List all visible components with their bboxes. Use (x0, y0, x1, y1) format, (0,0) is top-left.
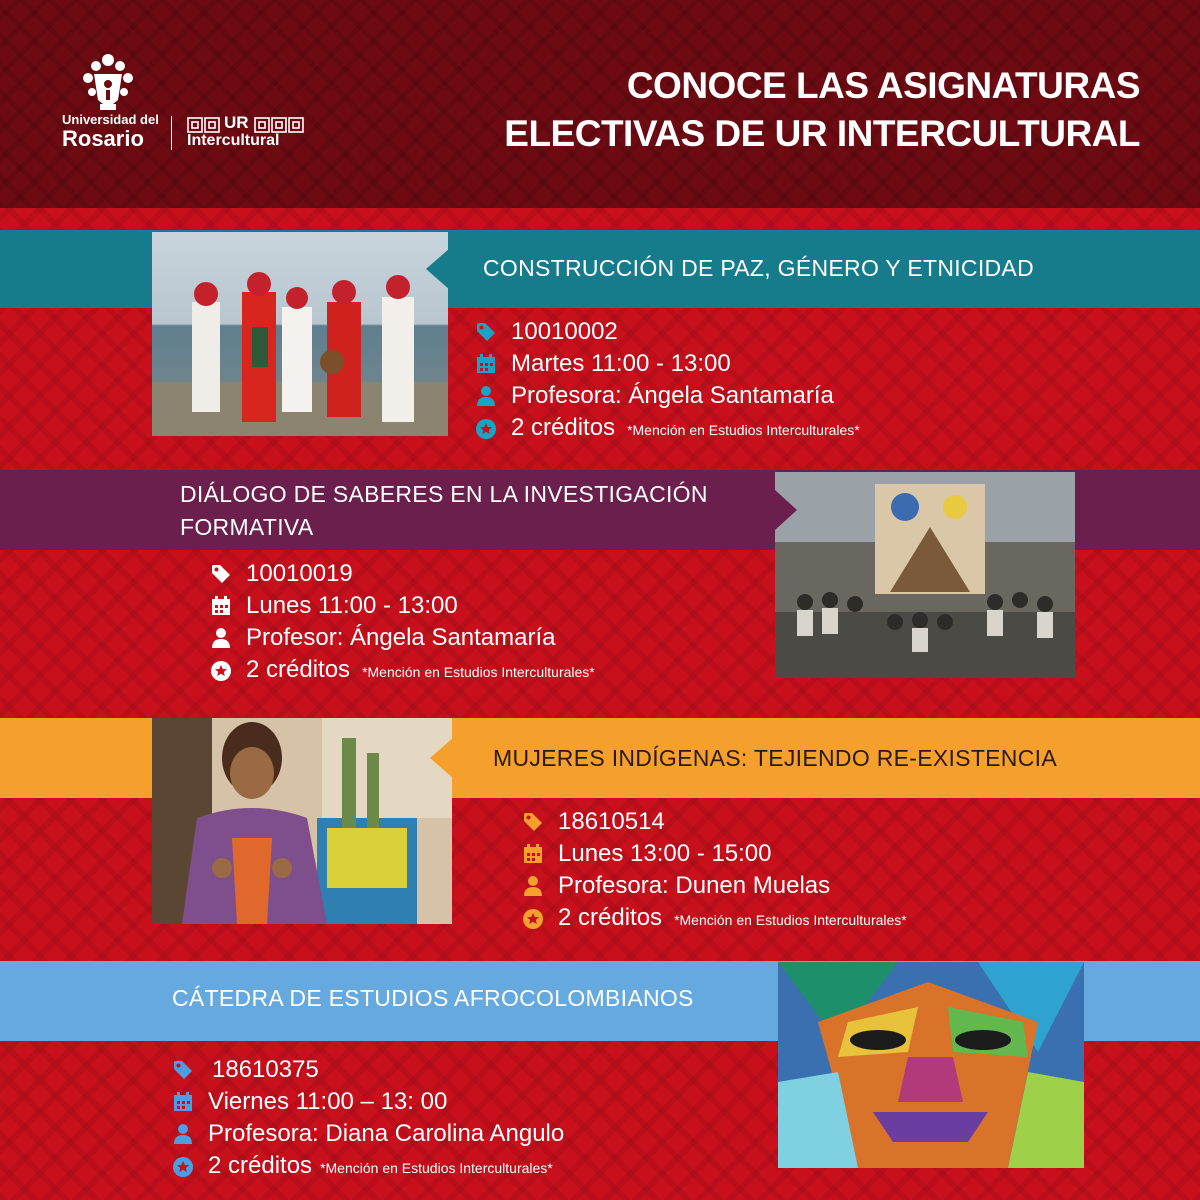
course-3-credits: 2 créditos (558, 904, 663, 931)
course-3-photo (152, 718, 452, 924)
course-4-photo (778, 962, 1084, 1168)
course-1-code-row (475, 316, 860, 348)
calendar-icon (522, 843, 544, 865)
course-3-professor: Profesora: Dunen Muelas (558, 872, 831, 899)
logo-divider (171, 116, 172, 150)
course-1-code: 10010002 (511, 318, 618, 345)
course-4-note: *Mención en Estudios Interculturales* (320, 1160, 553, 1176)
tag-icon (522, 811, 544, 833)
course-1-info (475, 316, 860, 444)
person-icon (475, 385, 497, 407)
course-1-title: CONSTRUCCIÓN DE PAZ, GÉNERO Y ETNICIDAD (483, 255, 1034, 281)
course-2-info (210, 558, 595, 686)
course-1-note: *Mención en Estudios Interculturales* (627, 422, 860, 438)
course-4-code: 18610375 (212, 1056, 319, 1083)
course-3-code-row (522, 806, 907, 838)
course-2-title-line1: DIÁLOGO DE SABERES EN LA INVESTIGACIÓN (180, 481, 708, 507)
course-4-code-row (172, 1054, 564, 1086)
course-2-schedule: Lunes 11:00 - 13:00 (246, 592, 458, 619)
course-3-info (522, 806, 907, 934)
course-4-info (172, 1054, 564, 1182)
course-1-photo (152, 232, 448, 436)
course-2-credits-row (210, 654, 595, 686)
star-icon (522, 907, 544, 929)
person-icon (522, 875, 544, 897)
tag-icon (475, 321, 497, 343)
course-3-schedule-row (522, 838, 907, 870)
program-name: Intercultural (187, 132, 280, 149)
course-3-band-arrow (430, 737, 454, 779)
course-3-photo-edge (452, 718, 456, 798)
course-2-band-arrow (775, 490, 797, 530)
course-3-professor-row (522, 870, 907, 902)
course-2-schedule-row (210, 590, 595, 622)
course-2-title (180, 478, 708, 544)
course-2-code-row (210, 558, 595, 590)
course-4-title: CÁTEDRA DE ESTUDIOS AFROCOLOMBIANOS (172, 985, 694, 1011)
course-4-professor: Profesora: Diana Carolina Angulo (208, 1120, 565, 1147)
course-2-title-line2: FORMATIVA (180, 514, 314, 540)
university-crest-icon (78, 50, 138, 112)
tag-icon (210, 563, 232, 585)
calendar-icon (475, 353, 497, 375)
course-1-credits-row (475, 412, 860, 444)
page-title (504, 62, 1140, 158)
university-name-line2: Rosario (62, 126, 144, 151)
calendar-icon (210, 595, 232, 617)
course-1-credits: 2 créditos (511, 414, 616, 441)
course-4-credits-row (172, 1150, 564, 1182)
course-1-photo-edge (448, 230, 454, 308)
page-title-line1: CONOCE LAS ASIGNATURAS (626, 65, 1140, 106)
person-icon (172, 1123, 194, 1145)
course-4-schedule: Viernes 11:00 – 13: 00 (208, 1088, 448, 1115)
course-2-professor-row (210, 622, 595, 654)
course-1-professor: Profesora: Ángela Santamaría (511, 382, 834, 409)
person-icon (210, 627, 232, 649)
course-1-schedule-row (475, 348, 860, 380)
course-4-schedule-row (172, 1086, 564, 1118)
course-1-professor-row (475, 380, 860, 412)
course-3-schedule: Lunes 13:00 - 15:00 (558, 840, 772, 867)
university-name-line1: Universidad del (62, 112, 159, 127)
page-title-line2: ELECTIVAS DE UR INTERCULTURAL (504, 113, 1140, 154)
course-2-code: 10010019 (246, 560, 353, 587)
star-icon (210, 659, 232, 681)
course-2-note: *Mención en Estudios Interculturales* (362, 664, 595, 680)
course-4-credits: 2 créditos (208, 1152, 313, 1179)
course-1-schedule: Martes 11:00 - 13:00 (511, 350, 731, 377)
course-2-professor: Profesor: Ángela Santamaría (246, 624, 556, 651)
course-3-code: 18610514 (558, 808, 665, 835)
program-short-name: UR (224, 113, 249, 132)
course-2-photo (775, 472, 1075, 678)
course-4-professor-row (172, 1118, 564, 1150)
course-3-credits-row (522, 902, 907, 934)
course-3-note: *Mención en Estudios Interculturales* (674, 912, 907, 928)
course-2-credits: 2 créditos (246, 656, 351, 683)
course-3-title: MUJERES INDÍGENAS: TEJIENDO RE-EXISTENCIA (493, 745, 1057, 771)
star-icon (172, 1155, 194, 1177)
course-1-band-arrow (426, 248, 450, 290)
calendar-icon (172, 1091, 194, 1113)
star-icon (475, 417, 497, 439)
tag-icon (172, 1059, 194, 1081)
header (0, 0, 1200, 208)
